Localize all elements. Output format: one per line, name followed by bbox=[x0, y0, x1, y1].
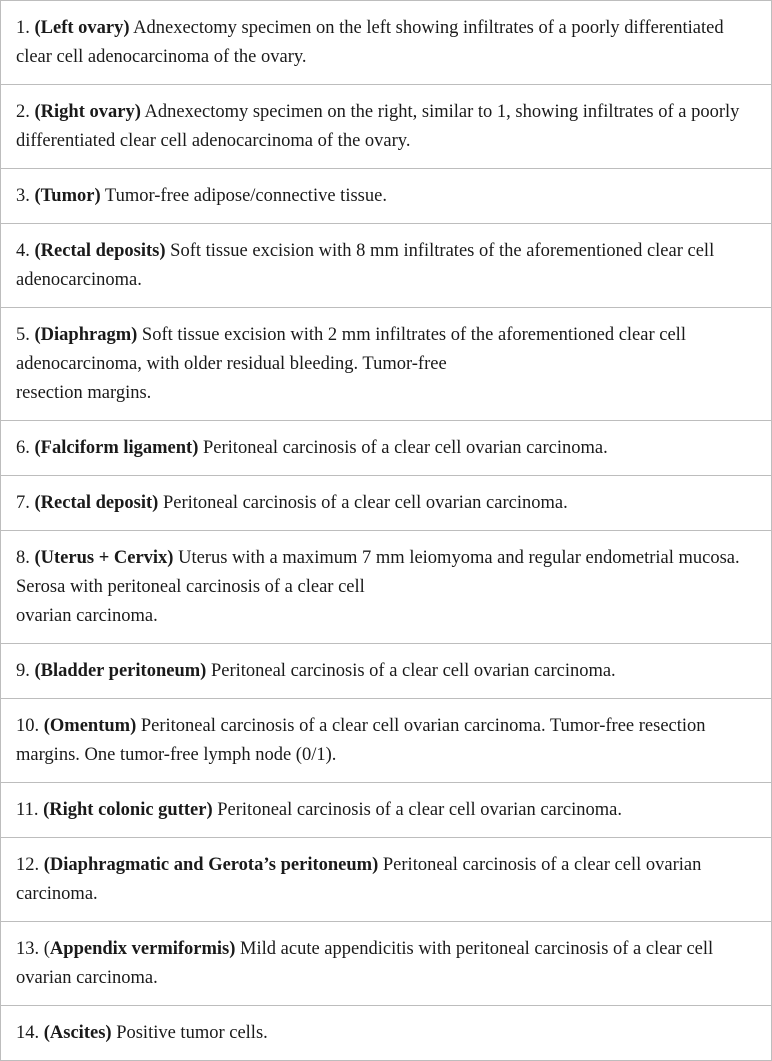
table-row bbox=[1, 308, 772, 421]
table-cell bbox=[1, 531, 772, 644]
finding-text: Uterus with a maximum 7 mm leiomyoma and regular endometrial mucosa. Serosa with peritoneal carcinosis of a clear cell bbox=[16, 548, 740, 597]
table-cell bbox=[1, 1006, 772, 1061]
row-number: 11. bbox=[16, 800, 44, 820]
table-row bbox=[1, 783, 772, 838]
table-row bbox=[1, 169, 772, 224]
row-number: 6. bbox=[16, 438, 35, 458]
finding-text: Mild acute appendicitis with peritoneal carcinosis of a clear cell ovarian carcinoma. bbox=[16, 939, 714, 988]
row-number: 1. bbox=[16, 18, 35, 38]
table-cell bbox=[1, 922, 772, 1006]
finding-text: Peritoneal carcinosis of a clear cell ovarian carcinoma. bbox=[158, 493, 568, 513]
specimen-label: (Falciform ligament) bbox=[34, 438, 199, 458]
specimen-label: (Left ovary) bbox=[34, 18, 130, 38]
specimen-label: (Diaphragm) bbox=[34, 325, 138, 345]
finding-text: Soft tissue excision with 8 mm infiltrates of the aforementioned clear cell adenocarcinoma. bbox=[16, 241, 715, 290]
table-cell bbox=[1, 838, 772, 922]
table-row bbox=[1, 476, 772, 531]
table-row bbox=[1, 224, 772, 308]
table-row bbox=[1, 1, 772, 85]
specimen-label: (Omentum) bbox=[43, 716, 137, 736]
table-row bbox=[1, 922, 772, 1006]
row-number: 13. ( bbox=[16, 939, 50, 959]
specimen-label: (Right colonic gutter) bbox=[43, 800, 213, 820]
table-row bbox=[1, 85, 772, 169]
table-row bbox=[1, 1006, 772, 1061]
table-cell bbox=[1, 224, 772, 308]
row-number: 9. bbox=[16, 661, 35, 681]
finding-text: Peritoneal carcinosis of a clear cell ovarian carcinoma. bbox=[206, 661, 616, 681]
specimen-label: (Ascites) bbox=[43, 1023, 112, 1043]
table-cell bbox=[1, 699, 772, 783]
specimen-label: (Diaphragmatic and Gerota’s peritoneum) bbox=[43, 855, 379, 875]
table-cell bbox=[1, 85, 772, 169]
row-number: 8. bbox=[16, 548, 35, 568]
table-row bbox=[1, 421, 772, 476]
finding-text: Peritoneal carcinosis of a clear cell ovarian carcinoma. Tumor-free resection margins. One tumor-free lymph node (0/1). bbox=[16, 716, 706, 765]
table-cell bbox=[1, 476, 772, 531]
finding-text: Adnexectomy specimen on the left showing infiltrates of a poorly differentiated clear cell adenocarcinoma of the ovary. bbox=[16, 18, 724, 67]
finding-text-continued: resection margins. bbox=[16, 383, 152, 403]
table-cell bbox=[1, 783, 772, 838]
row-number: 10. bbox=[16, 716, 44, 736]
row-number: 12. bbox=[16, 855, 44, 875]
table-row bbox=[1, 531, 772, 644]
table-cell bbox=[1, 1, 772, 85]
table-cell bbox=[1, 644, 772, 699]
finding-text: Peritoneal carcinosis of a clear cell ovarian carcinoma. bbox=[16, 855, 702, 904]
finding-text: Tumor-free adipose/connective tissue. bbox=[100, 186, 387, 206]
table-body bbox=[1, 1, 772, 1061]
specimen-label: (Rectal deposit) bbox=[34, 493, 159, 513]
specimen-label: Appendix vermiformis) bbox=[49, 939, 236, 959]
table-row bbox=[1, 699, 772, 783]
row-number: 3. bbox=[16, 186, 35, 206]
finding-text: Adnexectomy specimen on the right, similar to 1, showing infiltrates of a poorly differentiated clear cell adenocarcinoma of the ovary. bbox=[16, 102, 740, 151]
finding-text: Peritoneal carcinosis of a clear cell ovarian carcinoma. bbox=[212, 800, 622, 820]
table-row bbox=[1, 644, 772, 699]
table-row bbox=[1, 838, 772, 922]
finding-text: Peritoneal carcinosis of a clear cell ovarian carcinoma. bbox=[198, 438, 608, 458]
row-number: 14. bbox=[16, 1023, 44, 1043]
finding-text-continued: ovarian carcinoma. bbox=[16, 606, 158, 626]
finding-text: Positive tumor cells. bbox=[111, 1023, 268, 1043]
row-number: 5. bbox=[16, 325, 35, 345]
row-number: 7. bbox=[16, 493, 35, 513]
table-cell bbox=[1, 169, 772, 224]
specimen-label: (Rectal deposits) bbox=[34, 241, 166, 261]
specimen-label: (Bladder peritoneum) bbox=[34, 661, 207, 681]
finding-text: Soft tissue excision with 2 mm infiltrates of the aforementioned clear cell adenocarcinoma, with older residual bleeding. Tumor-free bbox=[16, 325, 686, 374]
table-cell bbox=[1, 308, 772, 421]
specimen-label: (Tumor) bbox=[34, 186, 101, 206]
specimen-label: (Uterus + Cervix) bbox=[34, 548, 174, 568]
row-number: 4. bbox=[16, 241, 35, 261]
row-number: 2. bbox=[16, 102, 35, 122]
table-cell bbox=[1, 421, 772, 476]
specimen-label: (Right ovary) bbox=[34, 102, 141, 122]
